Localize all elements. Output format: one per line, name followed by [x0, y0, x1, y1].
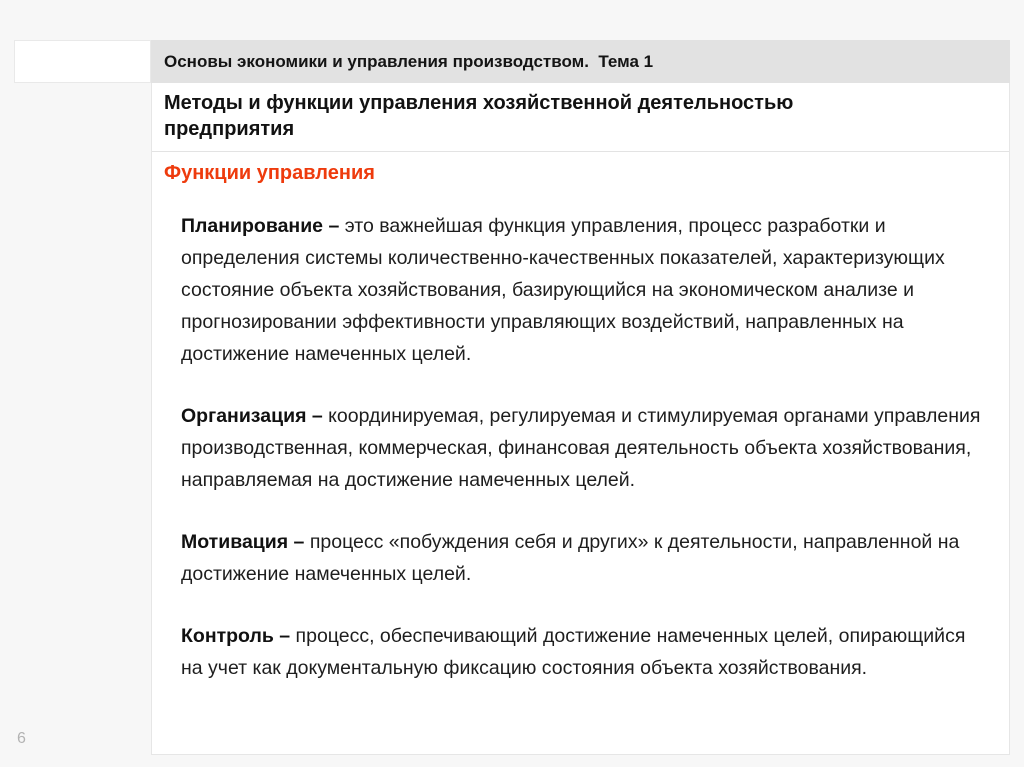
course-title: Основы экономики и управления производством. Тема 1 — [164, 51, 654, 71]
paragraph-body: процесс «побуждения себя и других» к деятельности, направленной на достижение намеченных целей. — [181, 531, 960, 585]
paragraph-term: Организация – — [181, 405, 323, 427]
course-title-band — [151, 40, 1010, 83]
paragraph-list — [152, 185, 1009, 684]
paragraph — [181, 210, 987, 370]
paragraph-term: Планирование – — [181, 215, 340, 237]
page-number: 6 — [17, 730, 26, 747]
paragraph — [181, 526, 987, 590]
paragraph-body: координируемая, регулируемая и стимулируемая органами управления производственная, коммерческая, финансовая деятельность объекта хозяйствования, направляемая на достижение намеченных целей. — [181, 405, 981, 491]
paragraph-term: Контроль – — [181, 625, 291, 647]
slide-card — [151, 83, 1010, 755]
paragraph-body: процесс, обеспечивающий достижение намеченных целей, опирающийся на учет как документальную фиксацию состояния объекта хозяйствования. — [181, 625, 966, 679]
paragraph-body: это важнейшая функция управления, процесс разработки и определения системы количественно-качественных показателей, характеризующих состояние объекта хозяйствования, базирующийся на экономическом анализе и прогнозировании эффективности управляющих воздействий, направленных на достижение намеченных целей. — [181, 215, 945, 365]
slide-title: Методы и функции управления хозяйственной деятельностью предприятия — [152, 83, 1009, 152]
section-heading: Функции управления — [164, 162, 375, 184]
paragraph — [181, 400, 987, 496]
paragraph-term: Мотивация – — [181, 531, 305, 553]
corner-box — [14, 40, 151, 83]
paragraph — [181, 620, 987, 684]
